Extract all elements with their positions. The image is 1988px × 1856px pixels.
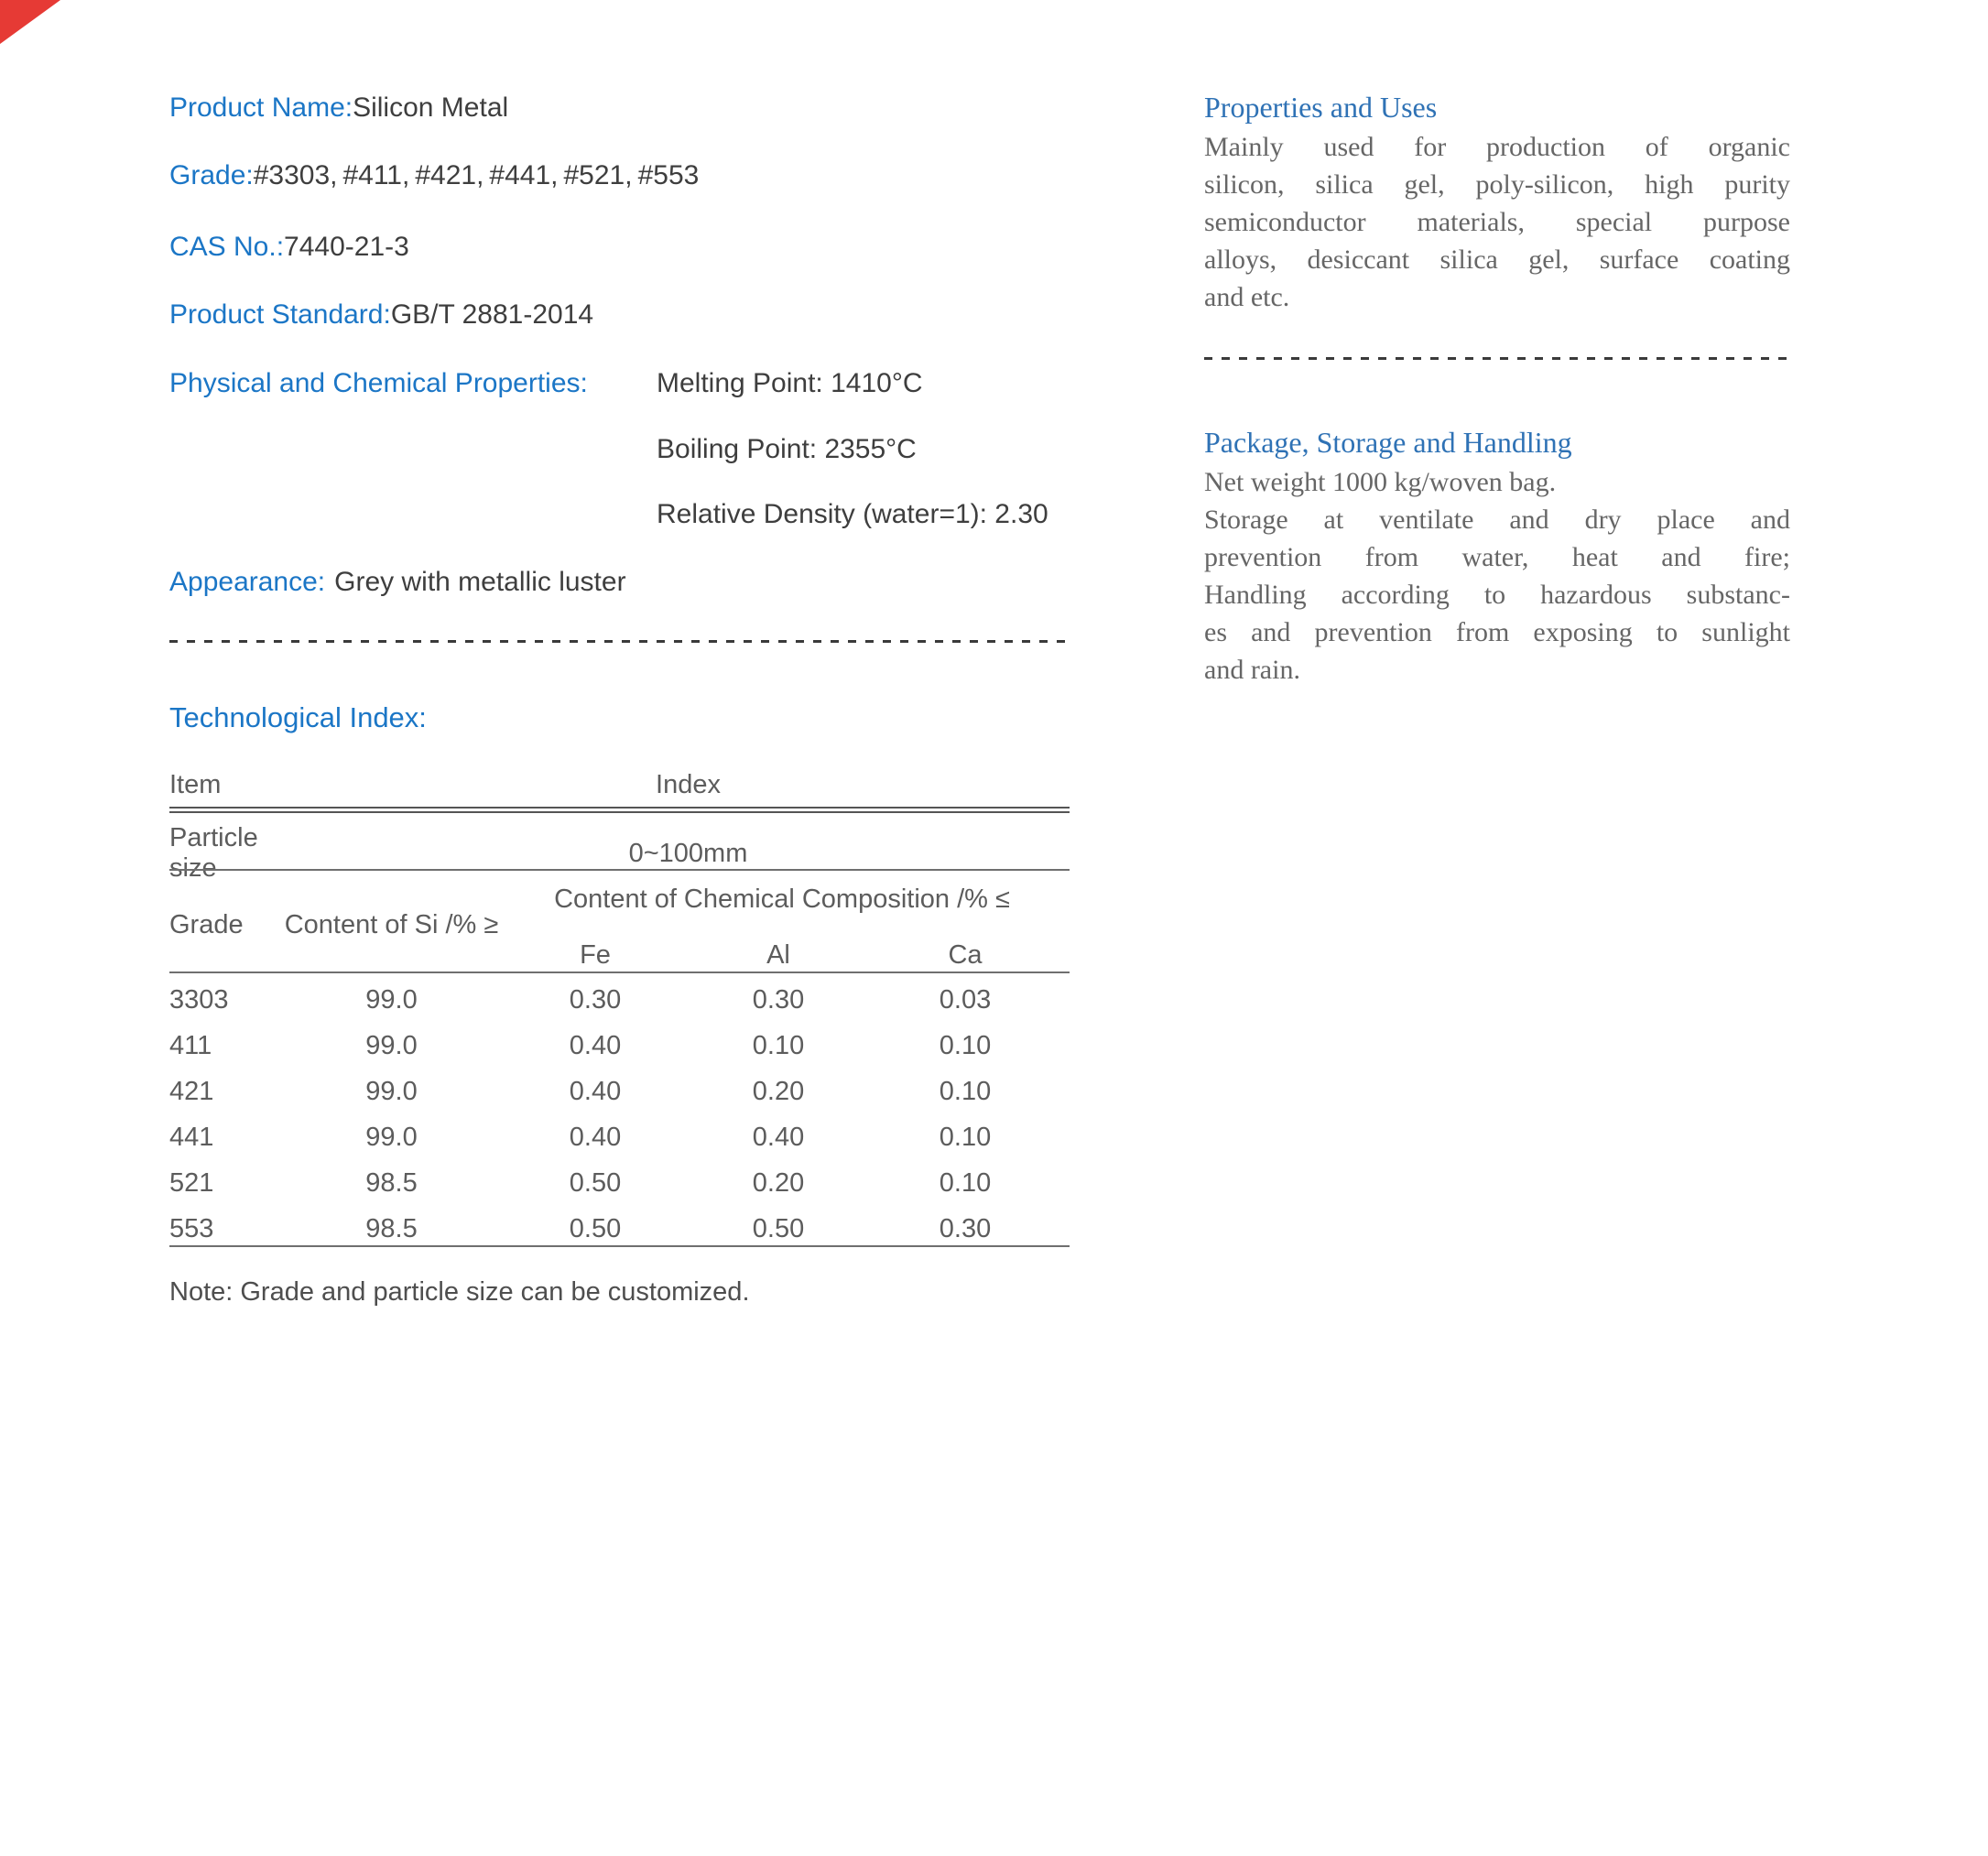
left-dashed-divider: [169, 640, 1070, 643]
cell-grade: 411: [169, 1030, 212, 1060]
element-header-row: [169, 940, 1070, 970]
cell-al: 0.50: [752, 1213, 805, 1243]
cell-ca: 0.10: [939, 1076, 992, 1106]
col-header-index: Index: [656, 769, 721, 799]
cell-ca: 0.10: [939, 1167, 992, 1198]
grade-si-header-row: [169, 909, 1070, 940]
cell-al: 0.20: [752, 1167, 805, 1198]
chem-composition-header: Content of Chemical Composition /% ≤: [554, 885, 1010, 914]
package-storage-section: [1204, 423, 1790, 689]
standard-row: [169, 297, 593, 333]
cell-al: 0.40: [752, 1122, 805, 1152]
product-name-value: Silicon Metal: [353, 92, 509, 123]
cell-fe: 0.40: [569, 1076, 622, 1106]
cell-grade: 521: [169, 1167, 214, 1198]
cas-label: CAS No.:: [169, 232, 285, 262]
text-line: Handling according to hazardous substanc-: [1204, 580, 1790, 610]
al-col-header: Al: [766, 940, 790, 970]
cell-ca: 0.03: [939, 984, 992, 1015]
cell-si: 98.5: [365, 1213, 418, 1243]
table-note: Note: Grade and particle size can be customized.: [169, 1277, 750, 1307]
cell-al: 0.10: [752, 1030, 805, 1060]
relative-density-row: [657, 496, 1048, 533]
text-line: alloys, desiccant silica gel, surface coating: [1204, 244, 1790, 275]
col-header-item: Item: [169, 769, 222, 799]
table-rule: [169, 1245, 1070, 1247]
physchem-label: Physical and Chemical Properties:: [169, 368, 588, 398]
text-line: es and prevention from exposing to sunlight: [1204, 617, 1790, 647]
fe-col-header: Fe: [580, 940, 611, 970]
cell-fe: 0.50: [569, 1213, 622, 1243]
cell-fe: 0.50: [569, 1167, 622, 1198]
text-line: and etc.: [1204, 282, 1290, 312]
cell-ca: 0.10: [939, 1122, 992, 1152]
product-name-row: [169, 90, 508, 126]
boiling-point-value: Boiling Point: 2355°C: [657, 434, 917, 464]
cell-si: 99.0: [365, 984, 418, 1015]
melting-point-value: Melting Point: 1410°C: [657, 368, 923, 398]
corner-flag-shape: [0, 0, 60, 44]
text-line: Mainly used for production of organic: [1204, 132, 1790, 162]
cell-si: 99.0: [365, 1030, 418, 1060]
cell-fe: 0.40: [569, 1030, 622, 1060]
table-row: [169, 977, 1070, 1023]
text-line: Net weight 1000 kg/woven bag.: [1204, 467, 1557, 497]
tech-index-heading: Technological Index:: [169, 701, 427, 733]
appearance-label: Appearance:: [169, 567, 326, 597]
cas-value: 7440-21-3: [284, 232, 409, 262]
cell-al: 0.30: [752, 984, 805, 1015]
cell-grade: 3303: [169, 984, 229, 1015]
standard-value: GB/T 2881-2014: [390, 299, 594, 330]
physchem-row: [169, 365, 923, 402]
cell-grade: 421: [169, 1076, 214, 1106]
table-row: [169, 1114, 1070, 1160]
table-row: [169, 1160, 1070, 1206]
standard-label: Product Standard:: [169, 299, 391, 330]
text-line: and rain.: [1204, 655, 1300, 685]
cell-si: 98.5: [365, 1167, 418, 1198]
appearance-value: Grey with metallic luster: [334, 567, 626, 597]
properties-uses-section: [1204, 88, 1790, 316]
table-rule: [169, 971, 1070, 973]
grade-label: Grade:: [169, 160, 254, 190]
cell-si: 99.0: [365, 1076, 418, 1106]
table-header-row: [169, 766, 1070, 803]
double-rule: [169, 807, 1070, 813]
cell-fe: 0.40: [569, 1122, 622, 1152]
cell-si: 99.0: [365, 1122, 418, 1152]
particle-size-label: Particle size: [169, 823, 258, 883]
cell-ca: 0.30: [939, 1213, 992, 1243]
cell-ca: 0.10: [939, 1030, 992, 1060]
grade-value: #3303, #411, #421, #441, #521, #553: [253, 160, 700, 190]
table-row: [169, 1069, 1070, 1114]
corner-flag-decoration: [0, 0, 60, 44]
text-line: silicon, silica gel, poly-silicon, high purity: [1204, 169, 1790, 200]
grade-table-rows: [169, 977, 1070, 1252]
cas-row: [169, 229, 409, 266]
table-row: [169, 1023, 1070, 1069]
properties-uses-heading: Properties and Uses: [1204, 91, 1438, 124]
grade-col-header: Grade: [169, 909, 244, 939]
text-line: semiconductor materials, special purpose: [1204, 207, 1790, 237]
boiling-point-row: [657, 431, 917, 468]
grade-row: [169, 157, 699, 194]
cell-grade: 553: [169, 1213, 214, 1243]
table-rule: [169, 869, 1070, 871]
cell-fe: 0.30: [569, 984, 622, 1015]
relative-density-value: Relative Density (water=1): 2.30: [657, 499, 1048, 529]
ca-col-header: Ca: [948, 940, 983, 970]
right-dashed-divider: [1204, 357, 1787, 360]
si-col-header: Content of Si /% ≥: [284, 909, 499, 939]
cell-grade: 441: [169, 1122, 214, 1152]
product-name-label: Product Name:: [169, 92, 353, 123]
appearance-row: [169, 564, 626, 601]
text-line: prevention from water, heat and fire;: [1204, 542, 1790, 572]
particle-size-value: 0~100mm: [628, 838, 748, 868]
particle-size-row: [169, 823, 1070, 883]
package-storage-heading: Package, Storage and Handling: [1204, 426, 1572, 459]
text-line: Storage at ventilate and dry place and: [1204, 505, 1790, 535]
cell-al: 0.20: [752, 1076, 805, 1106]
